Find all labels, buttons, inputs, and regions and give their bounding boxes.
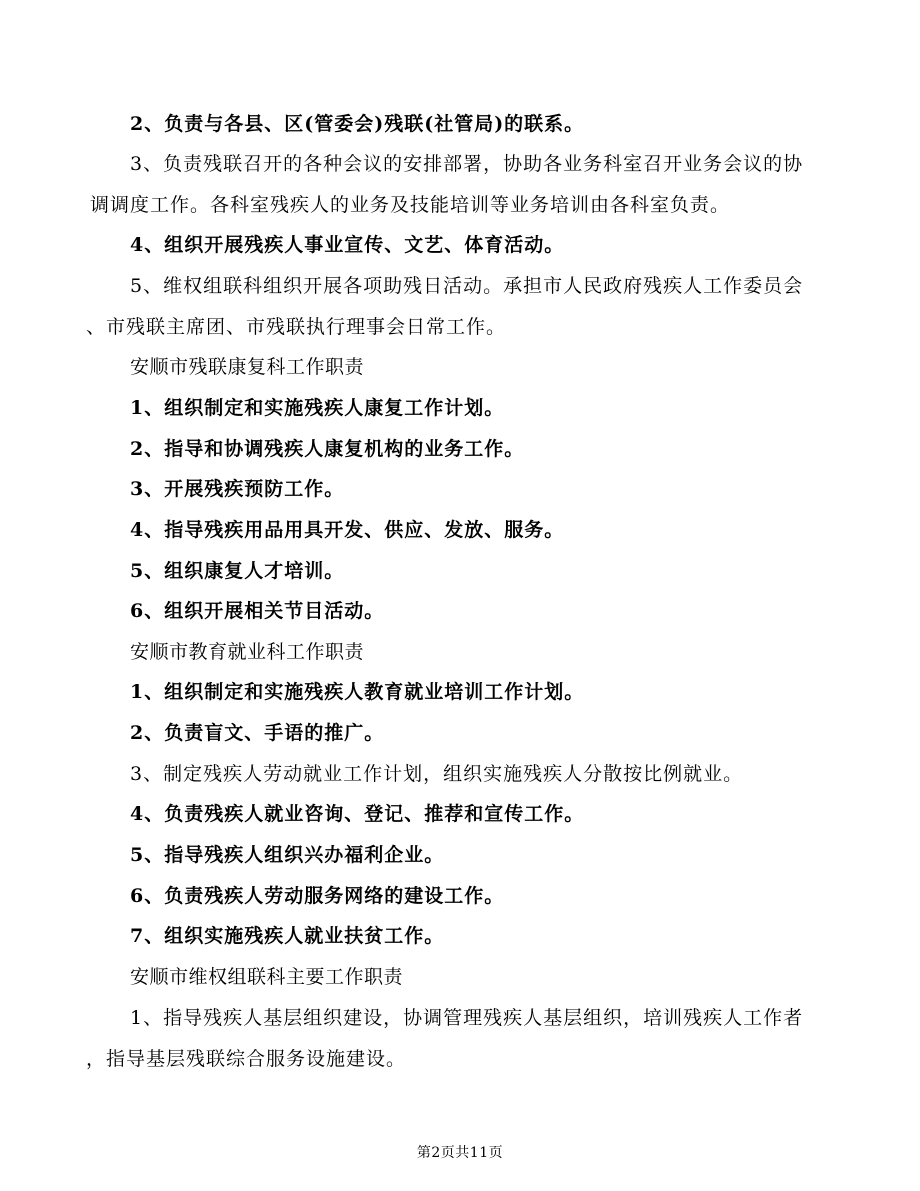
- paragraph-line: 1、指导残疾人基层组织建设，协调管理残疾人基层组织，培训残疾人工作者: [130, 1007, 804, 1029]
- paragraph-line: 6、负责残疾人劳动服务网络的建设工作。: [130, 885, 505, 907]
- paragraph-line: 7、组织实施残疾人就业扶贫工作。: [130, 925, 445, 947]
- paragraph-line: 3、制定残疾人劳动就业工作计划，组织实施残疾人分散按比例就业。: [130, 763, 744, 785]
- paragraph-line: 5、维权组联科组织开展各项助残日活动。承担市人民政府残疾人工作委员会: [130, 275, 804, 297]
- page-number-footer: 第2页共11页: [416, 1145, 504, 1161]
- paragraph-line: 调调度工作。各科室残疾人的业务及技能培训等业务培训由各科室负责。: [90, 194, 731, 216]
- paragraph-line: 2、负责盲文、手语的推广。: [130, 722, 385, 744]
- paragraph-line: 6、组织开展相关节目活动。: [130, 600, 385, 622]
- paragraph-line: ，指导基层残联综合服务设施建设。: [86, 1048, 407, 1070]
- section-heading: 安顺市维权组联科主要工作职责: [130, 966, 404, 988]
- paragraph-line: 4、负责残疾人就业咨询、登记、推荐和宣传工作。: [130, 803, 585, 825]
- paragraph-line: 、市残联主席团、市残联执行理事会日常工作。: [86, 316, 507, 338]
- paragraph-line: 2、负责与各县、区(管委会)残联(社管局)的联系。: [130, 113, 585, 135]
- paragraph-line: 2、指导和协调残疾人康复机构的业务工作。: [130, 438, 525, 460]
- paragraph-line: 5、指导残疾人组织兴办福利企业。: [130, 844, 445, 866]
- paragraph-line: 1、组织制定和实施残疾人康复工作计划。: [130, 397, 505, 419]
- paragraph-line: 3、负责残联召开的各种会议的安排部署，协助各业务科室召开业务会议的协: [130, 153, 804, 175]
- paragraph-line: 4、组织开展残疾人事业宣传、文艺、体育活动。: [130, 234, 565, 256]
- paragraph-line: 3、开展残疾预防工作。: [130, 478, 345, 500]
- paragraph-line: 4、指导残疾用品用具开发、供应、发放、服务。: [130, 519, 565, 541]
- paragraph-line: 1、组织制定和实施残疾人教育就业培训工作计划。: [130, 681, 585, 703]
- paragraph-line: 5、组织康复人才培训。: [130, 560, 345, 582]
- section-heading: 安顺市教育就业科工作职责: [130, 641, 365, 663]
- section-heading: 安顺市残联康复科工作职责: [130, 356, 365, 378]
